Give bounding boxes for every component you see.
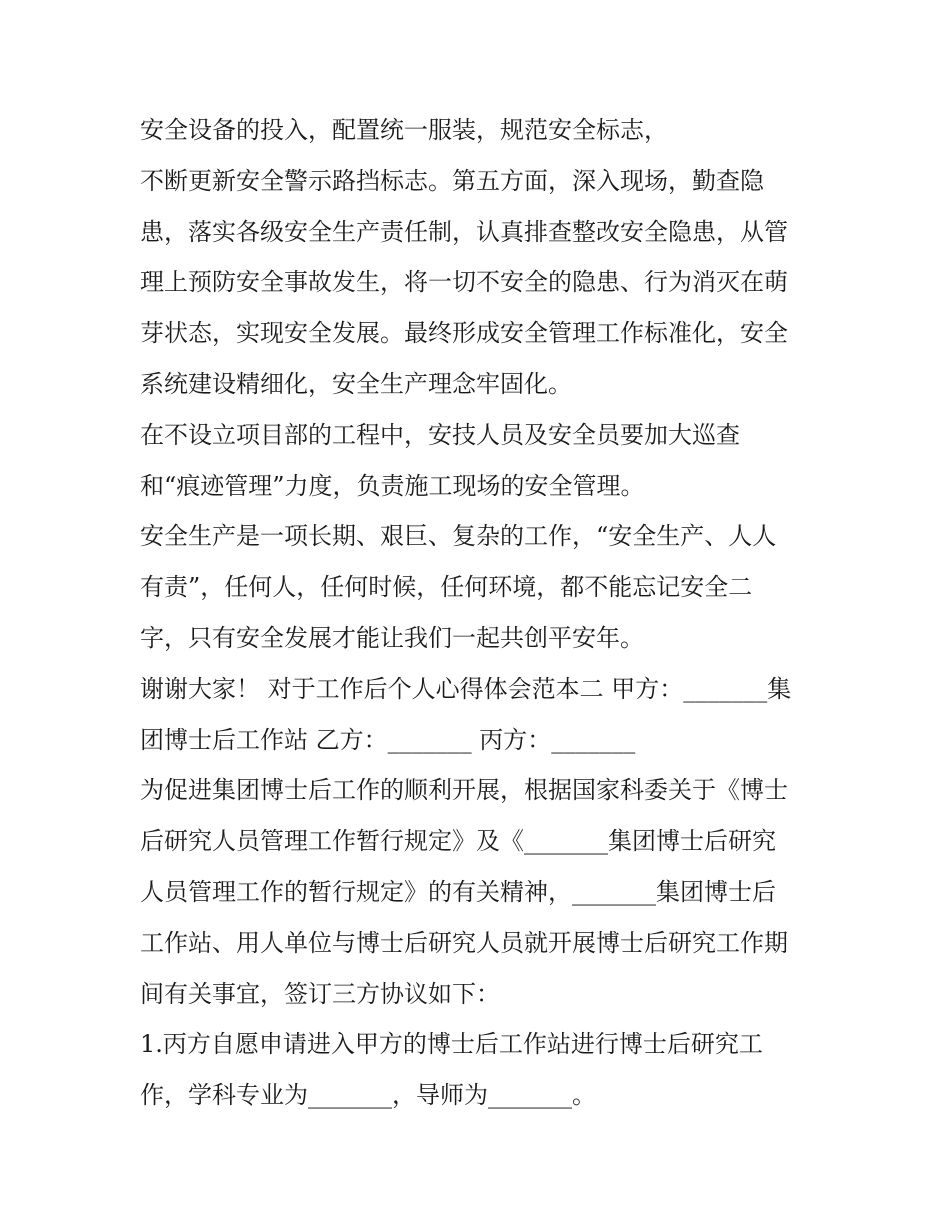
text-line: 患，落实各级安全生产责任制，认真排查整改安全隐患，从管 (140, 217, 788, 246)
text-line: 作，学科专业为_______，导师为_______。 (140, 1081, 596, 1110)
text-line: 团博士后工作站 乙方：_______ 丙方：_______ (140, 725, 636, 754)
text-line: 谢谢大家！ 对于工作后个人心得体会范本二 甲方：_______集 (140, 674, 792, 703)
text-line: 芽状态，实现安全发展。最终形成安全管理工作标准化，安全 (140, 319, 788, 348)
text-line: 和“痕迹管理”力度，负责施工现场的安全管理。 (140, 471, 645, 500)
document-body (140, 105, 830, 1121)
text-line: 安全设备的投入，配置统一服装，规范安全标志， (140, 116, 668, 144)
text-line: 不断更新安全警示路挡标志。第五方面，深入现场，勤查隐 (140, 166, 764, 195)
text-line: 理上预防安全事故发生，将一切不安全的隐患、行为消灭在萌 (140, 268, 788, 297)
text-line: 安全生产是一项长期、艰巨、复杂的工作，“安全生产、人人 (140, 522, 777, 551)
text-line: 系统建设精细化，安全生产理念牢固化。 (140, 369, 572, 398)
text-line: 人员管理工作的暂行规定》的有关精神，_______集团博士后 (140, 877, 776, 906)
text-line: 后研究人员管理工作暂行规定》及《_______集团博士后研究 (140, 827, 776, 856)
text-line: 字，只有安全发展才能让我们一起共创平安年。 (140, 623, 644, 652)
text-line: 在不设立项目部的工程中，安技人员及安全员要加大巡查 (140, 420, 740, 449)
text-line: 有责”，任何人，任何时候，任何环境，都不能忘记安全二 (140, 573, 753, 602)
text-line: 1.丙方自愿申请进入甲方的博士后工作站进行博士后研究工 (140, 1030, 763, 1059)
text-line: 为促进集团博士后工作的顺利开展，根据国家科委关于《博士 (140, 776, 788, 805)
text-line: 工作站、用人单位与博士后研究人员就开展博士后研究工作期 (140, 928, 788, 957)
text-line: 间有关事宜，签订三方协议如下： (140, 979, 500, 1008)
